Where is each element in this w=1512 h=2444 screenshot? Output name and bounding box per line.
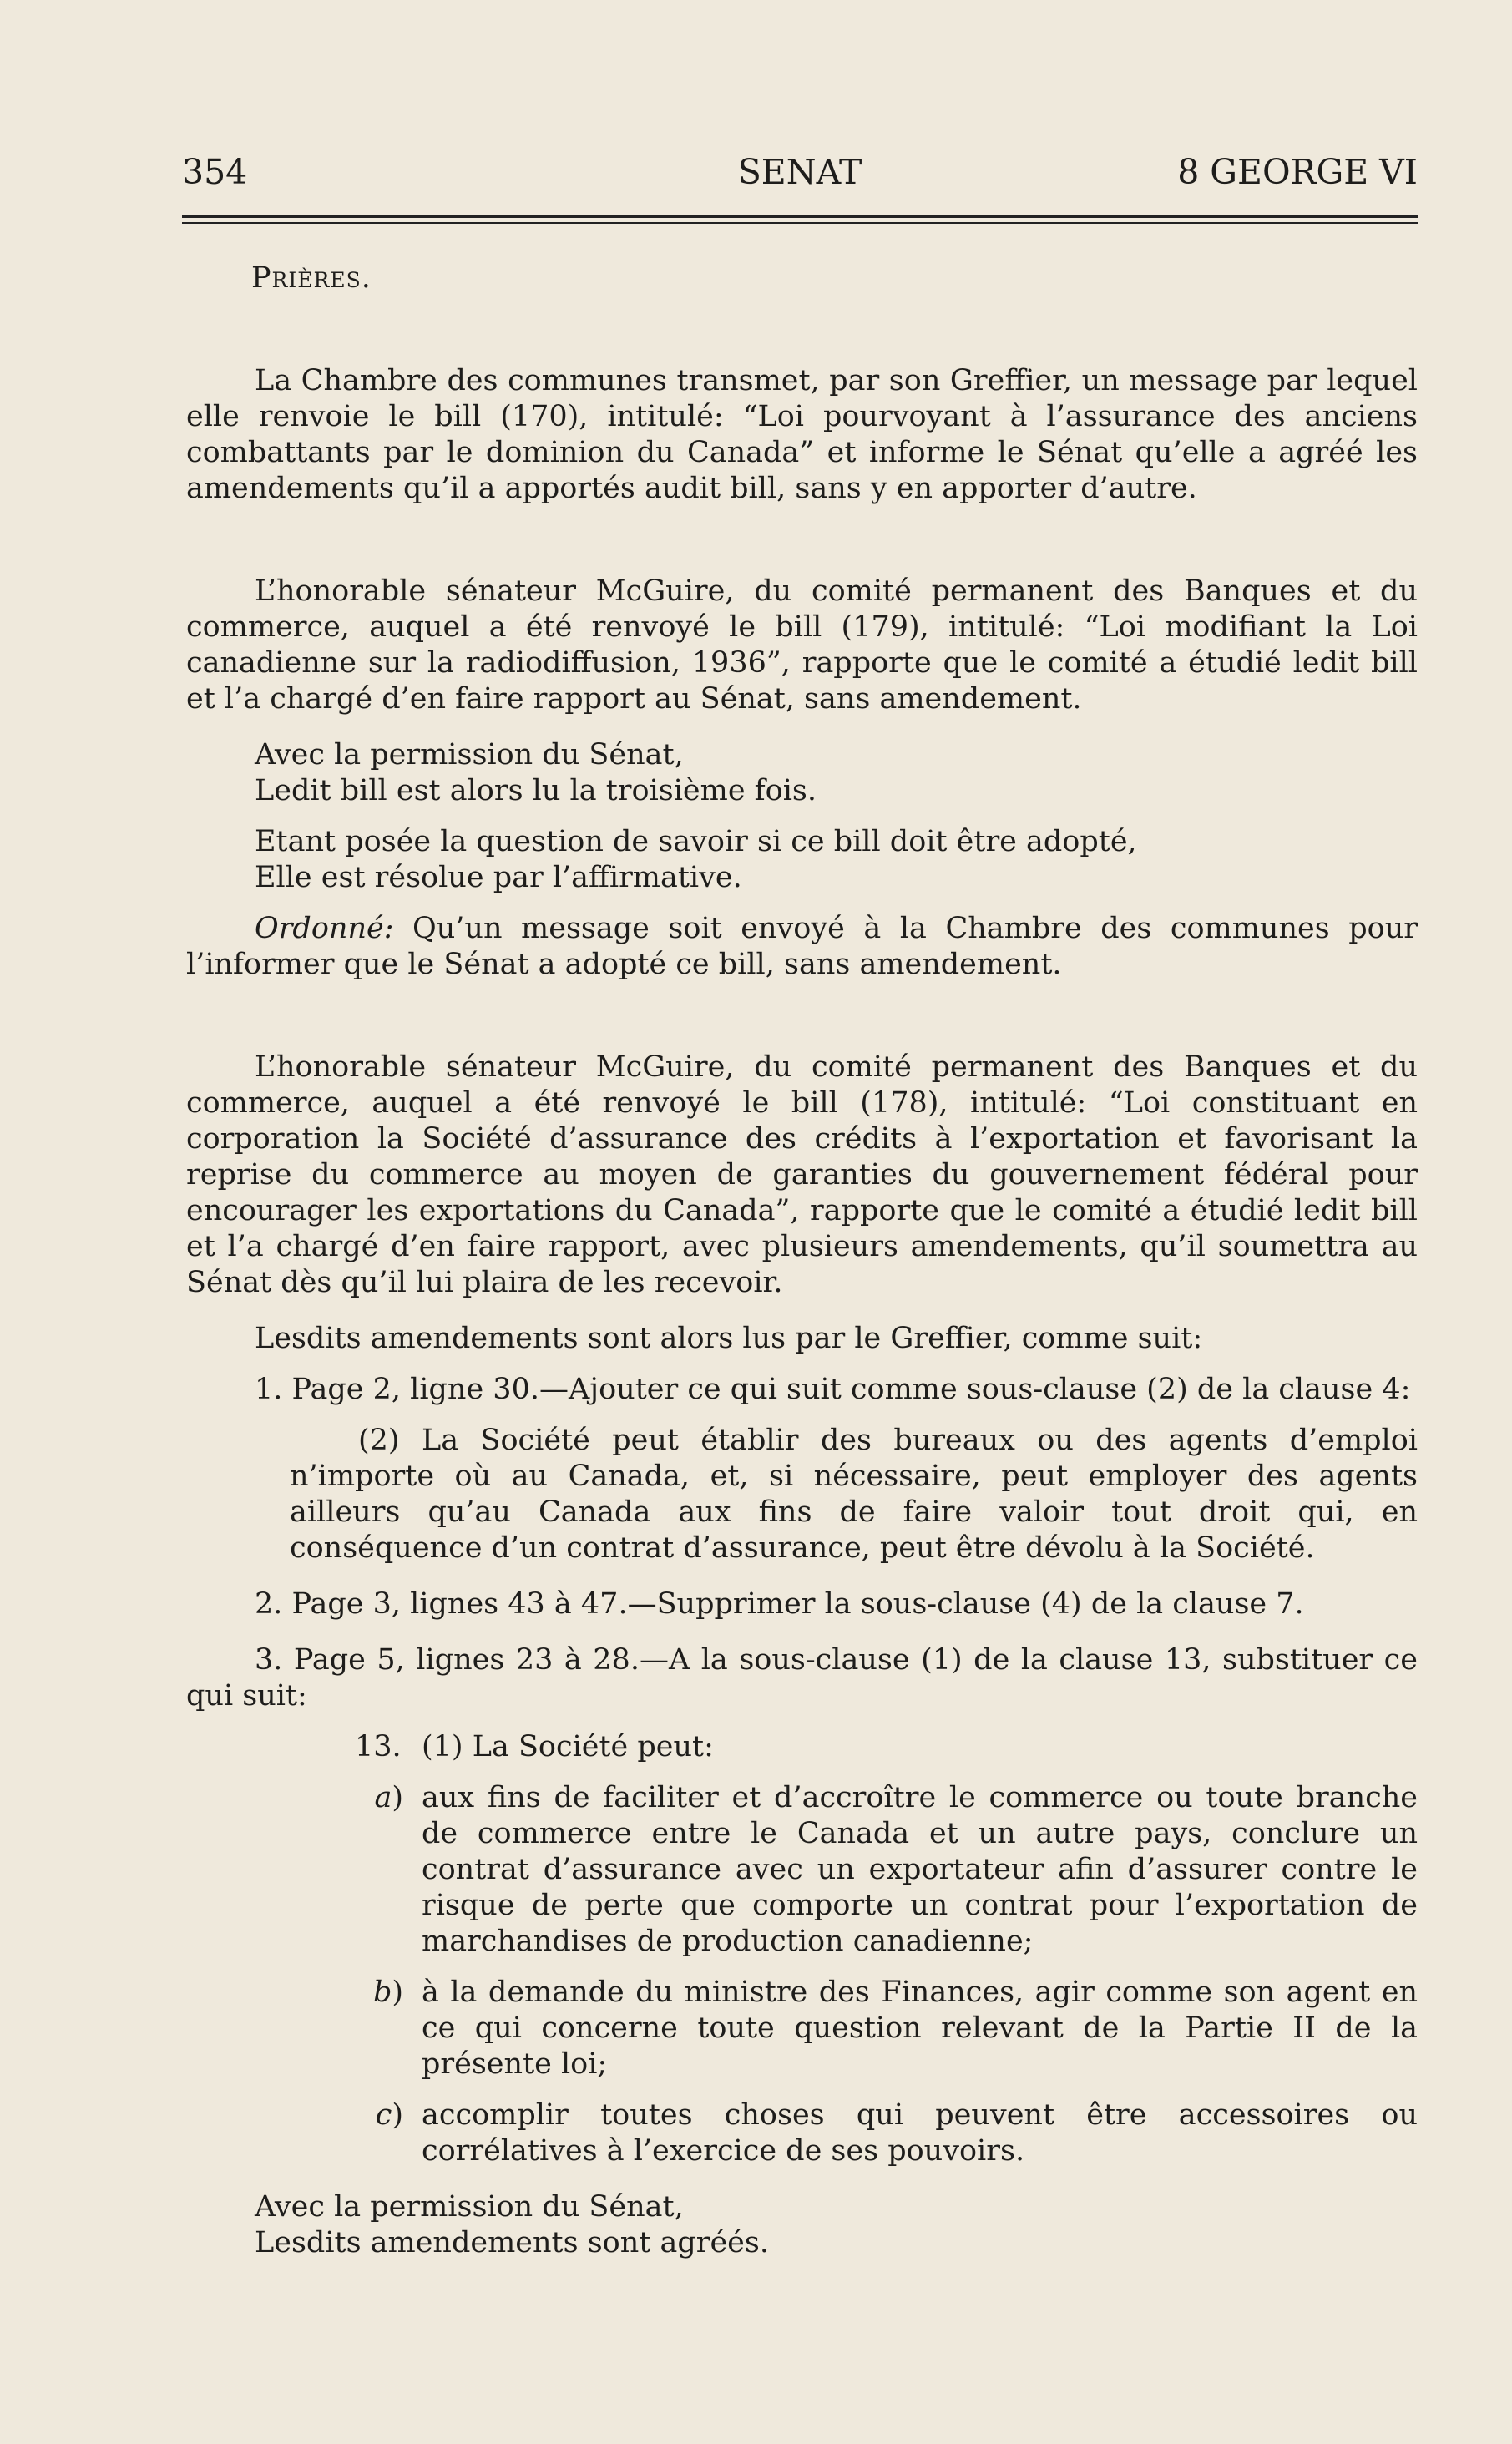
- affirmative-line: Elle est résolue par l’affirmative.: [255, 861, 742, 894]
- paragraph-report-bill-179: L’honorable sénateur McGuire, du comité permanent des Banques et du commerce, auquel a été renvoyé le bill (179), intitulé: “Loi modifiant la Loi canadienne sur la radiodiffusion, 1936”, rapporte que le comité a étudié ledit bill et l’a chargé d’en faire rapport au Sénat, sans amendement.: [186, 574, 1418, 716]
- amendment-2: 2. Page 3, lignes 43 à 47.—Supprimer la sous-clause (4) de la clause 7.: [255, 1587, 1304, 1621]
- leave-line: Avec la permission du Sénat,: [255, 738, 684, 772]
- list-item: a) aux fins de faciliter et d’accroître le commerce ou toute branche de commerce entre le Canada et un autre pays, conclure un contrat d’assurance avec un exportateur afin d’assurer contre le risque de perte que comporte un contrat pour l’exportation de marchandises de production canadienne;: [374, 1781, 1418, 1958]
- amendment-1-quote: (2) La Société peut établir des bureaux ou des agents d’emploi n’importe où au Canada, et, si nécessaire, peut employer des agents ailleurs qu’au Canada aux fins de faire valoir tout droit qui, en conséquence d’un contrat d’assurance, peut être dévolu à la Société.: [290, 1424, 1418, 1565]
- clause-text: (1) La Société peut:: [422, 1730, 714, 1763]
- amendment-3: 3. Page 5, lignes 23 à 28.—A la sous-clause (1) de la clause 13, substituer ce qui suit:: [186, 1643, 1418, 1713]
- question-line: Etant posée la question de savoir si ce bill doit être adopté,: [255, 825, 1137, 858]
- item-text: aux fins de faciliter et d’accroître le commerce ou toute branche de commerce entre le Canada et un autre pays, conclure un contrat d’assurance avec un exportateur afin d’assurer contre le risque de perte que comporte un contrat pour l’exportation de marchandises de production canadienne;: [422, 1781, 1418, 1958]
- amendments-read-line: Lesdits amendements sont alors lus par le Greffier, comme suit:: [255, 1322, 1203, 1355]
- list-item: b) à la demande du ministre des Finances, agir comme son agent en ce qui concerne toute question relevant de la Partie II de la présente loi;: [372, 1976, 1418, 2081]
- third-reading-line: Ledit bill est alors lu la troisième fois.: [255, 774, 817, 807]
- ordered-label: Ordonné:: [255, 912, 394, 945]
- page-number: 354: [182, 152, 248, 192]
- ordered-text: Qu’un message soit envoyé à la Chambre des communes pour l’informer que le Sénat a adopté ce bill, sans amendement.: [186, 912, 1418, 981]
- clause-number: 13.: [355, 1730, 402, 1763]
- section-heading: Prières.: [251, 261, 372, 295]
- item-text: à la demande du ministre des Finances, agir comme son agent en ce qui concerne toute question relevant de la Partie II de la présente loi;: [422, 1976, 1418, 2081]
- item-label: c: [375, 2098, 392, 2132]
- item-label: a: [374, 1781, 392, 1814]
- running-head: [182, 149, 1418, 195]
- agreed-line: Lesdits amendements sont agréés.: [255, 2226, 769, 2259]
- session-label: 8 GEORGE VI: [1177, 152, 1418, 192]
- ordered-paragraph: [186, 911, 1418, 983]
- running-title: SENAT: [737, 152, 862, 192]
- clause-13: [355, 1729, 1418, 1765]
- item-text: accomplir toutes choses qui peuvent être accessoires ou corrélatives à l’exercice de ses pouvoirs.: [422, 2098, 1418, 2168]
- paragraph-report-bill-178: L’honorable sénateur McGuire, du comité permanent des Banques et du commerce, auquel a été renvoyé le bill (178), intitulé: “Loi constituant en corporation la Société d’assurance des crédits à l’exportation et favorisant la reprise du commerce au moyen de garanties du gouvernement fédéral pour encourager les exportations du Canada”, rapporte que le comité a étudié ledit bill et l’a chargé d’en faire rapport, avec plusieurs amendements, qu’il soumettra au Sénat dès qu’il lui plaira de les recevoir.: [186, 1050, 1418, 1299]
- item-label: b: [372, 1976, 392, 2009]
- leave-line-2: Avec la permission du Sénat,: [255, 2190, 684, 2224]
- paragraph-commons-message: La Chambre des communes transmet, par son Greffier, un message par lequel elle renvoie le bill (170), intitulé: “Loi pourvoyant à l’assurance des anciens combattants par le dominion du Canada” et informe le Sénat qu’elle a agréé les amendements qu’il a apportés audit bill, sans y en apporter d’autre.: [186, 364, 1418, 505]
- amendment-1: 1. Page 2, ligne 30.—Ajouter ce qui suit comme sous-clause (2) de la clause 4:: [255, 1373, 1411, 1406]
- list-item: c) accomplir toutes choses qui peuvent être accessoires ou corrélatives à l’exercice de ses pouvoirs.: [375, 2098, 1418, 2168]
- page-body: [186, 261, 1418, 2261]
- header-double-rule: [182, 215, 1418, 224]
